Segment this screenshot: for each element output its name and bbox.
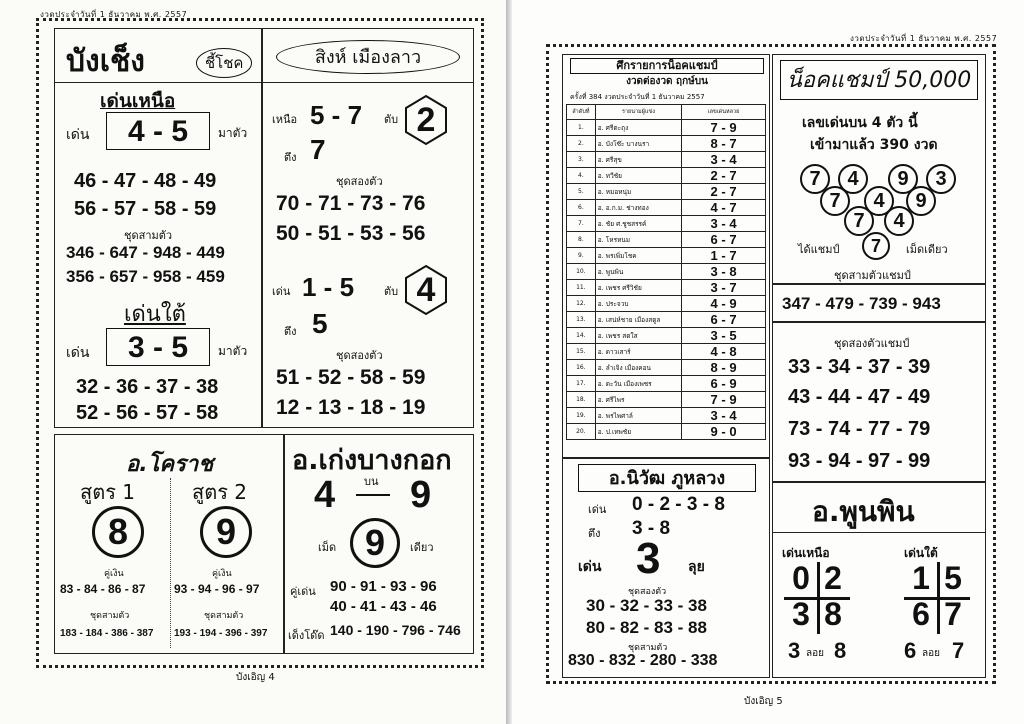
- top-line-2: 56 - 57 - 58 - 59: [74, 198, 217, 220]
- row-number: 14.: [567, 328, 596, 344]
- formula-1-three: 183 - 184 - 386 - 387: [60, 628, 154, 639]
- row-name: อ. ศรีสุข: [595, 152, 681, 168]
- niwat-title: อ.นิวัฒ ภูหลวง: [578, 464, 756, 492]
- bottom-label: เด่น: [66, 345, 90, 361]
- row-name: อ. ศรีไพร: [595, 392, 681, 408]
- row-value: 6 - 9: [682, 376, 766, 392]
- champ-two-line: 73 - 74 - 77 - 79: [788, 418, 931, 440]
- row-number: 15.: [567, 344, 596, 360]
- keng-pair-line-1: 90 - 91 - 93 - 96: [330, 578, 437, 595]
- bottom-suffix: มาตัว: [218, 344, 248, 358]
- row-value: 3 - 5: [682, 328, 766, 344]
- row-value: 6 - 7: [682, 232, 766, 248]
- single-label: เดียว: [410, 541, 434, 554]
- right-page: [512, 0, 1024, 724]
- table-row: [567, 328, 766, 344]
- three-heading: ชุดสามตัว: [124, 229, 173, 242]
- row-number: 19.: [567, 408, 596, 424]
- keng-right-number: 9: [410, 474, 432, 516]
- table-row: [567, 136, 766, 152]
- niwat-three-line: 830 - 832 - 280 - 338: [568, 652, 718, 669]
- row-number: 3.: [567, 152, 596, 168]
- dash: [356, 494, 390, 496]
- niwat-two-heading: ชุดสองตัว: [628, 587, 667, 597]
- row-name: อ. ทวีชัย: [595, 168, 681, 184]
- divider: [772, 532, 986, 533]
- niwat-tueng-label: ตึง: [588, 527, 601, 540]
- row-name: อ. เพชร ศรีวิชัย: [595, 280, 681, 296]
- float-left-a: 3: [788, 638, 801, 663]
- top-main-number: 4 - 5: [106, 112, 210, 150]
- niwat-big-label: เด่น: [578, 559, 602, 575]
- three-line-2: 356 - 657 - 958 - 459: [66, 267, 225, 286]
- table-row: [567, 296, 766, 312]
- knock-champ-line-2: เข้ามาแล้ว 390 งวด: [810, 137, 938, 153]
- champ-right-label: เม็ดเดียว: [906, 243, 948, 256]
- row-name: อ. ดาวเสาร์: [595, 344, 681, 360]
- row-name: อ. เพชร สตใส: [595, 328, 681, 344]
- bottom-main-number: 3 - 5: [106, 328, 210, 366]
- divider: [170, 478, 171, 648]
- row-name: อ. บังโซ๊ะ บางนรา: [595, 136, 681, 152]
- north-digit: 2: [824, 560, 842, 596]
- row-name: อ. ศรีตะถุง: [595, 120, 681, 136]
- top-label: เด่น: [66, 127, 90, 143]
- south-digit: 1: [912, 560, 930, 596]
- row-name: อ. พรไพศาล์: [595, 408, 681, 424]
- keng-left-number: 4: [314, 474, 336, 516]
- divider: [54, 82, 262, 83]
- table-row: [567, 152, 766, 168]
- left-page-footer: บังเอิญ 4: [236, 672, 275, 683]
- float-left-b: 8: [834, 638, 847, 663]
- niwat-dens: 0 - 2 - 3 - 8: [632, 494, 725, 515]
- north-digit: 3: [792, 596, 810, 632]
- right-page-footer: บังเอิญ 5: [744, 696, 783, 707]
- r2-label: เด่น: [272, 285, 291, 298]
- row-name: อ. เสน่ห์ชาย เมืองสตูล: [595, 312, 681, 328]
- row-value: 4 - 9: [682, 296, 766, 312]
- r1b-main: 7: [310, 134, 326, 165]
- row-value: 2 - 7: [682, 184, 766, 200]
- table-row: [567, 248, 766, 264]
- row-number: 16.: [567, 360, 596, 376]
- row-number: 6.: [567, 200, 596, 216]
- row-value: 3 - 7: [682, 280, 766, 296]
- bottom-line-2: 52 - 56 - 57 - 58: [76, 402, 219, 424]
- niwat-dens-label: เด่น: [588, 503, 607, 516]
- niwat-tueng: 3 - 8: [632, 518, 671, 539]
- row-value: 1 - 7: [682, 248, 766, 264]
- champ-three-line: 347 - 479 - 739 - 943: [782, 294, 941, 313]
- row-value: 3 - 4: [682, 216, 766, 232]
- row-value: 8 - 9: [682, 360, 766, 376]
- row-value: 4 - 8: [682, 344, 766, 360]
- row-value: 3 - 4: [682, 152, 766, 168]
- champ-circle: 4: [884, 206, 914, 236]
- bang-cheng-subtitle: ชี้โชค: [196, 48, 252, 78]
- row-value: 2 - 7: [682, 168, 766, 184]
- table-row: [567, 360, 766, 376]
- champ-two-heading: ชุดสองตัวแชมป์: [834, 337, 910, 350]
- two-line-2a: 51 - 52 - 58 - 59: [276, 366, 426, 389]
- row-value: 9 - 0: [682, 424, 766, 440]
- korat-title: อ.โคราช: [126, 452, 214, 477]
- row-name: อ. หมอหนุ่ม: [595, 184, 681, 200]
- top-heading: เด่นเหนือ: [100, 90, 176, 112]
- north-digit: 0: [792, 560, 810, 596]
- knock-champ-title: น็อคแชมป์ 50,000: [780, 60, 978, 100]
- champ-three-heading: ชุดสามตัวแชมป์: [834, 269, 911, 282]
- table-row: [567, 424, 766, 440]
- formula-2-three: 193 - 194 - 396 - 397: [174, 628, 268, 639]
- r1-main: 5 - 7: [310, 100, 363, 130]
- table-row: [567, 200, 766, 216]
- table-row: [567, 216, 766, 232]
- row-value: 3 - 8: [682, 264, 766, 280]
- seed-number: 9: [350, 518, 400, 568]
- top-suffix: มาตัว: [218, 126, 248, 140]
- table-row: [567, 264, 766, 280]
- top-line-1: 46 - 47 - 48 - 49: [74, 170, 217, 192]
- row-value: 4 - 7: [682, 200, 766, 216]
- float-left-word: ลอย: [806, 648, 824, 659]
- niwat-big-suffix: ลุย: [688, 559, 705, 575]
- row-value: 7 - 9: [682, 392, 766, 408]
- column-header: ลำดับที่: [567, 105, 596, 120]
- r2-sub: ตับ: [384, 285, 399, 298]
- ranking-round: ครั้งที่ 384 งวดประจำวันที่ 1 ธันวาคม 2557: [570, 93, 705, 101]
- formula-2-pairs: 93 - 94 - 96 - 97: [174, 582, 260, 596]
- float-right-b: 7: [952, 638, 965, 663]
- niwat-three-heading: ชุดสามตัว: [628, 643, 668, 653]
- table-row: [567, 120, 766, 136]
- grid-line: [817, 562, 820, 634]
- south-digit: 5: [944, 560, 962, 596]
- formula-1-pairs: 83 - 84 - 86 - 87: [60, 582, 146, 596]
- formula-2-number: 9: [200, 506, 252, 558]
- champ-two-line: 93 - 94 - 97 - 99: [788, 450, 931, 472]
- north-digit: 8: [824, 596, 842, 632]
- two-line-1a: 70 - 71 - 73 - 76: [276, 192, 426, 215]
- row-name: อ. ลำเจิง เมืองคอน: [595, 360, 681, 376]
- table-row: [567, 392, 766, 408]
- champ-number: 7: [862, 232, 890, 260]
- poonpin-title: อ.พูนพิน: [812, 495, 915, 528]
- three-line-1: 346 - 647 - 948 - 449: [66, 243, 225, 262]
- champ-circle: 7: [800, 164, 830, 194]
- champ-two-line: 33 - 34 - 37 - 39: [788, 356, 931, 378]
- row-name: อ. พรเพิ่มโชค: [595, 248, 681, 264]
- r1b-label: ตึง: [284, 151, 297, 164]
- niwat-two-line: 30 - 32 - 33 - 38: [586, 596, 707, 615]
- two-heading-1: ชุดสองตัว: [336, 175, 383, 188]
- float-right-word: ลอย: [922, 648, 940, 659]
- south-digit: 6: [912, 596, 930, 632]
- bottom-line-1: 32 - 36 - 37 - 38: [76, 376, 219, 398]
- row-name: อ. ป.เทพชัย: [595, 424, 681, 440]
- left-page-header: งวดประจำวันที่ 1 ธันวาคม พ.ศ. 2557: [40, 10, 188, 19]
- row-value: 3 - 4: [682, 408, 766, 424]
- row-number: 12.: [567, 296, 596, 312]
- row-name: อ. ตะวัน เมืองเพชร: [595, 376, 681, 392]
- row-number: 5.: [567, 184, 596, 200]
- row-number: 4.: [567, 168, 596, 184]
- row-name: อ. อ.ก.ม. ช่างทอง: [595, 200, 681, 216]
- seed-label: เม็ด: [318, 541, 337, 554]
- grid-line: [937, 562, 940, 634]
- column-header: เลขเด่นหลวย: [682, 105, 766, 120]
- two-line-1b: 50 - 51 - 53 - 56: [276, 222, 426, 245]
- three-label: ชุดสามตัว: [90, 611, 130, 621]
- divider: [262, 82, 474, 83]
- float-right-a: 6: [904, 638, 917, 663]
- bottom-heading: เด่นใต้: [124, 302, 186, 327]
- row-name: อ. ประจวบ: [595, 296, 681, 312]
- table-row: [567, 408, 766, 424]
- r2b-label: ตึง: [284, 325, 297, 338]
- keng-pair-line-2: 40 - 41 - 43 - 46: [330, 598, 437, 615]
- row-name: อ. ชัย ศ.ชูชสรรค์: [595, 216, 681, 232]
- r1-label: เหนือ: [272, 113, 298, 126]
- champ-circle: 9: [906, 186, 936, 216]
- champ-circle: 4: [864, 186, 894, 216]
- row-number: 2.: [567, 136, 596, 152]
- knock-champ-line-1: เลขเด่นบน 4 ตัว นี้: [802, 115, 918, 131]
- keng-mid-label: บน: [364, 475, 379, 488]
- pair-label: คู่เงิน: [212, 569, 232, 579]
- row-number: 11.: [567, 280, 596, 296]
- table-row: [567, 376, 766, 392]
- niwat-big-number: 3: [636, 534, 661, 583]
- south-digit: 7: [944, 596, 962, 632]
- row-value: 6 - 7: [682, 312, 766, 328]
- row-value: 8 - 7: [682, 136, 766, 152]
- row-number: 18.: [567, 392, 596, 408]
- table-row: [567, 184, 766, 200]
- row-number: 20.: [567, 424, 596, 440]
- table-row: [567, 344, 766, 360]
- r2-main: 1 - 5: [302, 272, 355, 302]
- row-name: อ. พูนพิน: [595, 264, 681, 280]
- table-row: [567, 168, 766, 184]
- row-number: 9.: [567, 248, 596, 264]
- table-header-row: [567, 105, 766, 120]
- row-number: 1.: [567, 120, 596, 136]
- ranking-subtitle: งวดต่องวด ฤกษ์บน: [626, 76, 708, 87]
- table-row: [567, 232, 766, 248]
- three-label: ชุดสามตัว: [204, 611, 244, 621]
- r1-sub: ตับ: [384, 113, 399, 126]
- ranking-title: ศึกรายการน็อคแชมป์: [570, 58, 764, 74]
- table-row: [567, 280, 766, 296]
- south-label: เด่นใต้: [904, 546, 938, 560]
- ranking-table: [566, 104, 766, 440]
- column-header: รายนามผู้แข่ง: [595, 105, 681, 120]
- champ-two-line: 43 - 44 - 47 - 49: [788, 386, 931, 408]
- formula-1-label: สูตร 1: [80, 480, 136, 504]
- bang-cheng-title: บังเช็ง: [66, 44, 145, 79]
- r2-hex-number: 4: [416, 271, 436, 309]
- row-number: 7.: [567, 216, 596, 232]
- champ-circle: 7: [820, 186, 850, 216]
- formula-1-number: 8: [92, 506, 144, 558]
- formula-2-label: สูตร 2: [192, 480, 248, 504]
- row-number: 8.: [567, 232, 596, 248]
- champ-circle: 7: [844, 206, 874, 236]
- r2b-main: 5: [312, 308, 328, 339]
- hot-label: เด็งโด๊ด: [288, 629, 325, 642]
- pair-label: คู่เด่น: [290, 585, 316, 598]
- row-number: 10.: [567, 264, 596, 280]
- table-row: [567, 312, 766, 328]
- champ-left-label: ได้แชมป์: [798, 243, 840, 256]
- keng-hot-line: 140 - 190 - 796 - 746: [330, 622, 461, 638]
- sing-muang-title: สิงห์ เมืองลาว: [276, 40, 460, 74]
- pair-label: คู่เงิน: [104, 569, 124, 579]
- row-number: 13.: [567, 312, 596, 328]
- row-number: 17.: [567, 376, 596, 392]
- row-value: 7 - 9: [682, 120, 766, 136]
- two-line-2b: 12 - 13 - 18 - 19: [276, 396, 426, 419]
- row-name: อ. โหรหนม: [595, 232, 681, 248]
- r1-hex-number: 2: [416, 101, 436, 139]
- two-heading-2: ชุดสองตัว: [336, 349, 383, 362]
- right-page-header: งวดประจำวันที่ 1 ธันวาคม พ.ศ. 2557: [850, 34, 998, 43]
- champ-circle: 9: [888, 164, 918, 194]
- champ-circle: 3: [926, 164, 956, 194]
- champ-circle: 4: [838, 164, 868, 194]
- north-label: เด่นเหนือ: [782, 546, 830, 560]
- keng-bangkok-title: อ.เก่งบางกอก: [292, 445, 452, 476]
- niwat-two-line: 80 - 82 - 83 - 88: [586, 618, 707, 637]
